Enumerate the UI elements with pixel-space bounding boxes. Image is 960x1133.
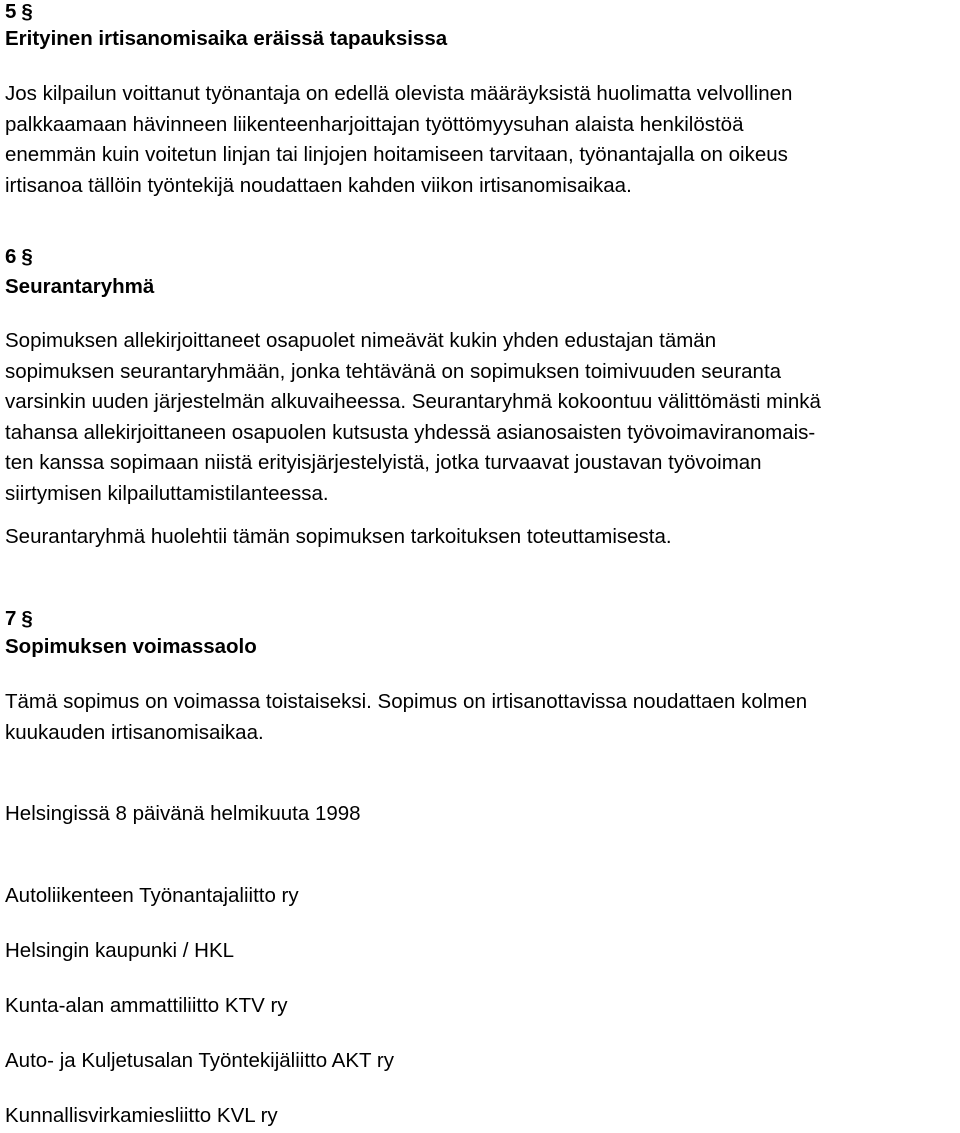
place-and-date: Helsingissä 8 päivänä helmikuuta 1998: [5, 802, 361, 825]
section-7-number: 7 §: [5, 607, 33, 630]
section-5-title: Erityinen irtisanomisaika eräissä tapauksissa: [5, 27, 448, 50]
signatory: Kunta-alan ammattiliitto KTV ry: [5, 994, 288, 1017]
signatory: Auto- ja Kuljetusalan Työntekijäliitto AKT ry: [5, 1049, 394, 1072]
section-6-paragraph-1: Sopimuksen allekirjoittaneet osapuolet nimeävät kukin yhden edustajan tämän sopimuksen seurantaryhmään, jonka tehtävänä on sopimuksen toimivuuden seuranta varsinkin uuden järjestelmän alkuvaiheessa. Seurantaryhmä kokoontuu välittömästi minkä tahansa allekirjoittaneen osapuolen kutsusta yhdessä asianosaisten työvoimaviranomais- ten kanssa sopimaan niistä erityisjärjestelyistä, jotka turvaavat joustavan työvoiman siirtymisen kilpailuttamistilanteessa.: [5, 329, 821, 505]
section-5-number: 5 §: [5, 0, 33, 23]
section-5-paragraph-1: Jos kilpailun voittanut työnantaja on edellä olevista määräyksistä huolimatta velvollinen palkkaamaan hävinneen liikenteenharjoittajan työttömyysuhan alaista henkilöstöä enemmän kuin voitetun linjan tai linjojen hoitamiseen tarvitaan, työnantajalla on oikeus irtisanoa tällöin työntekijä noudattaen kahden viikon irtisanomisaikaa.: [5, 82, 793, 197]
signatory: Helsingin kaupunki / HKL: [5, 939, 235, 962]
section-7-paragraph-1: Tämä sopimus on voimassa toistaiseksi. Sopimus on irtisanottavissa noudattaen kolmen kuukauden irtisanomisaikaa.: [5, 690, 808, 744]
section-6-number: 6 §: [5, 245, 33, 268]
section-7-title: Sopimuksen voimassaolo: [5, 635, 257, 658]
signatory: Autoliikenteen Työnantajaliitto ry: [5, 884, 299, 907]
signatory: Kunnallisvirkamiesliitto KVL ry: [5, 1104, 278, 1127]
section-6-title: Seurantaryhmä: [5, 275, 155, 298]
section-6-paragraph-2: Seurantaryhmä huolehtii tämän sopimuksen tarkoituksen toteuttamisesta.: [5, 525, 672, 548]
